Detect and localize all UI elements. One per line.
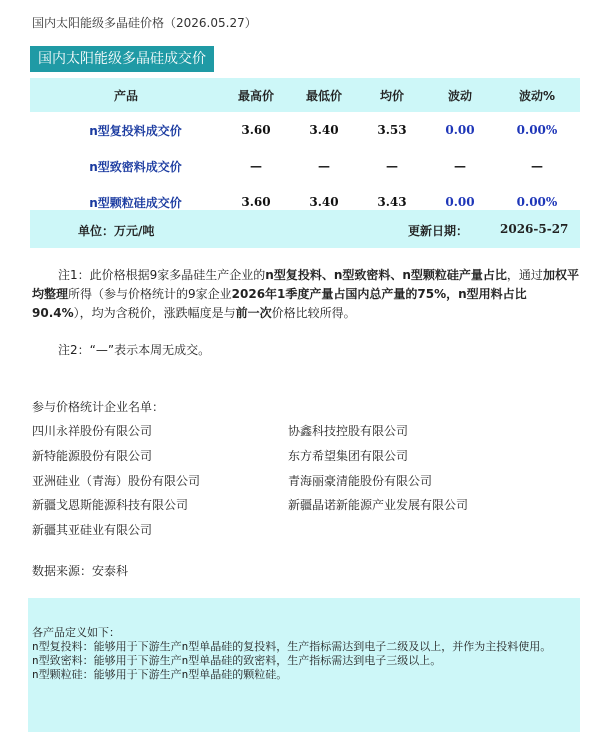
high-price: — [250, 159, 262, 173]
update-date-value: 2026-5-27 [500, 222, 569, 236]
company-item: 协鑫科技控股有限公司 [288, 424, 409, 438]
definition-item: n型复投料：能够用于下游生产n型单晶硅的复投料，生产指标需达到电子二级及以上，并作为主投料使用。 [32, 640, 552, 653]
note-1-bold: 2026年1季度产量占国内总产量的75%，n型用料占比90.4% [32, 287, 527, 320]
low-price: — [318, 159, 330, 173]
note-1-bold: n型复投料、n型致密料、n型颗粒硅产量占比 [265, 268, 507, 282]
avg-price: 3.43 [377, 195, 407, 209]
note-1-bold: 加权平均整理 [32, 268, 579, 301]
low-price: 3.40 [309, 123, 339, 137]
company-item: 新特能源股份有限公司 [32, 449, 153, 463]
note-1-text: ），均为含税价，涨跌幅度是与 [73, 306, 236, 320]
price-change: — [454, 159, 466, 173]
company-item: 亚洲硅业（青海）股份有限公司 [32, 474, 201, 488]
company-item: 东方希望集团有限公司 [288, 449, 409, 463]
data-source: 数据来源：安泰科 [32, 564, 129, 578]
price-change-pct: — [531, 159, 543, 173]
section-title: 国内太阳能级多晶硅成交价 [30, 46, 214, 72]
table-header-row [30, 78, 580, 112]
table-row [30, 148, 580, 184]
companies-title: 参与价格统计企业名单： [32, 400, 165, 414]
header-change-pct: 波动% [494, 78, 580, 112]
price-change-pct: 0.00% [516, 123, 558, 137]
price-change: 0.00 [445, 123, 475, 137]
definitions-box [28, 598, 580, 732]
product-name: n型复投料成交价 [89, 123, 182, 138]
avg-price: 3.53 [377, 123, 407, 137]
header-avg: 均价 [358, 78, 426, 112]
note-1 [32, 266, 582, 323]
price-table [30, 78, 580, 220]
company-item: 新疆戈恩斯能源科技有限公司 [32, 498, 189, 512]
note-1-text: ，通过 [506, 268, 543, 282]
company-item: 新疆其亚硅业有限公司 [32, 523, 153, 537]
note-2: 注2：“—”表示本周无成交。 [58, 343, 211, 357]
avg-price: — [386, 159, 398, 173]
header-low: 最低价 [290, 78, 358, 112]
note-1-text: 价格比较所得。 [271, 306, 356, 320]
definition-item: n型颗粒硅：能够用于下游生产n型单晶硅的颗粒硅。 [32, 668, 288, 681]
company-item: 四川永祥股份有限公司 [32, 424, 153, 438]
table-footer [30, 210, 580, 248]
update-date-label: 更新日期： [408, 224, 469, 238]
note-1-text: 注1：此价格根据9家多晶硅生产企业的 [58, 268, 266, 282]
definition-item: n型致密料：能够用于下游生产n型单晶硅的致密料，生产指标需达到电子三级以上。 [32, 654, 442, 667]
product-name: n型颗粒硅成交价 [89, 195, 182, 210]
header-change: 波动 [426, 78, 494, 112]
header-high: 最高价 [222, 78, 290, 112]
table-row [30, 112, 580, 148]
header-product: 产品 [30, 78, 222, 112]
product-name: n型致密料成交价 [89, 159, 182, 174]
company-item: 青海丽豪清能股份有限公司 [288, 474, 433, 488]
unit-label: 单位：万元/吨 [78, 224, 155, 238]
price-change-pct: 0.00% [516, 195, 558, 209]
high-price: 3.60 [241, 195, 271, 209]
price-change: 0.00 [445, 195, 475, 209]
page-title: 国内太阳能级多晶硅价格（2026.05.27） [32, 16, 257, 30]
definitions-title: 各产品定义如下： [32, 626, 120, 639]
note-1-text: 所得（参与价格统计的9家企业 [68, 287, 232, 301]
low-price: 3.40 [309, 195, 339, 209]
company-item: 新疆晶诺新能源产业发展有限公司 [288, 498, 469, 512]
note-1-bold: 前一次 [235, 306, 272, 320]
high-price: 3.60 [241, 123, 271, 137]
